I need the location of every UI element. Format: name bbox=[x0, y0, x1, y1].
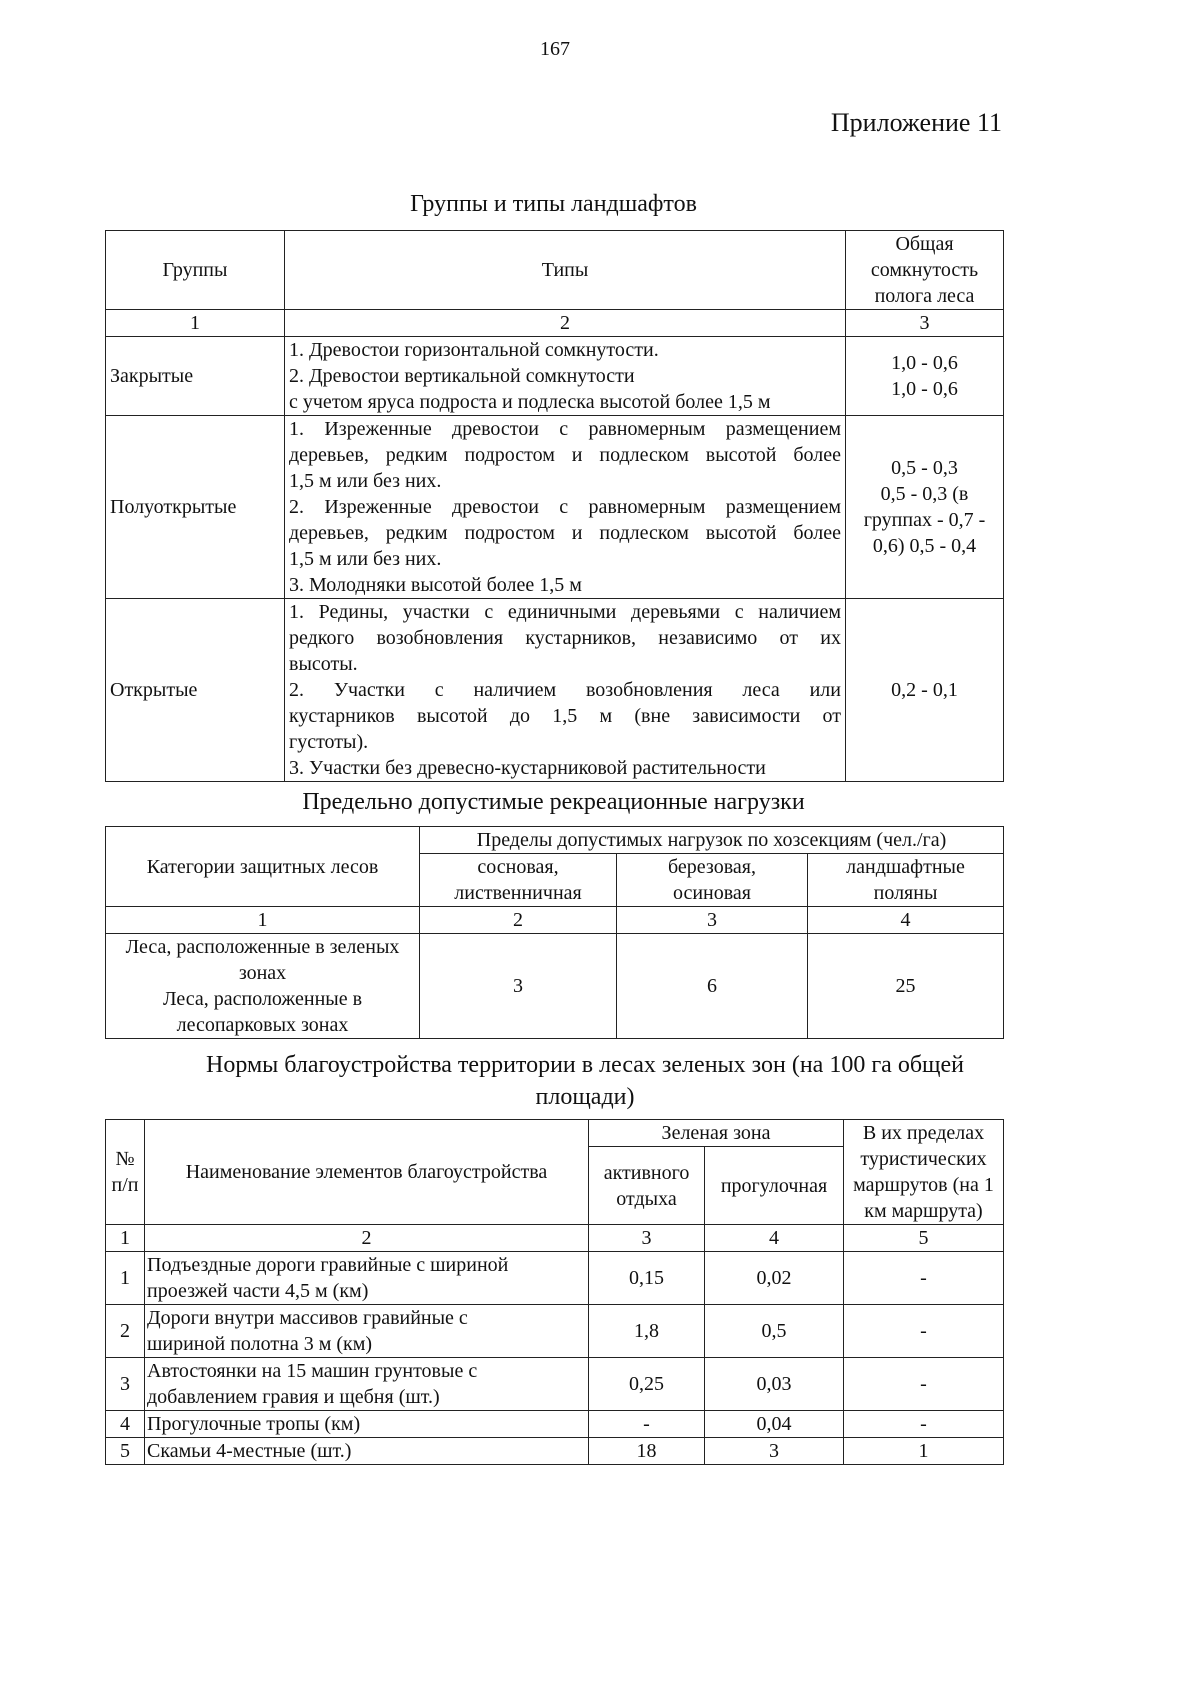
group-cell: Полуоткрытые bbox=[106, 416, 285, 599]
table-row bbox=[106, 1411, 1004, 1438]
row-number: 2 bbox=[106, 1305, 145, 1358]
header-tourist bbox=[844, 1120, 1004, 1225]
table2-title: Предельно допустимые рекреационные нагрузки bbox=[302, 789, 805, 815]
header-walking: прогулочная bbox=[705, 1147, 844, 1225]
type-line: 2. Участки с наличием возобновления леса или bbox=[289, 679, 841, 701]
tourist-cell: 1 bbox=[844, 1438, 1004, 1465]
col-number: 4 bbox=[808, 907, 1004, 934]
column-number-row bbox=[106, 907, 1004, 934]
header-line: ландшафтные bbox=[846, 856, 965, 878]
header-line: лиственничная bbox=[454, 882, 582, 904]
category-cell bbox=[106, 934, 420, 1039]
name-line: добавлением гравия и щебня (шт.) bbox=[147, 1386, 440, 1408]
type-line: деревьев, редким подростом и подлеском высотой более bbox=[289, 444, 841, 466]
walking-cell: 0,02 bbox=[705, 1252, 844, 1305]
density-cell bbox=[846, 337, 1004, 416]
density-line: 1,0 - 0,6 bbox=[891, 352, 958, 374]
density-line: 0,5 - 0,3 (в bbox=[880, 483, 969, 505]
table-header-row bbox=[106, 231, 1004, 310]
header-density bbox=[846, 231, 1004, 310]
density-line: 0,5 - 0,3 bbox=[891, 457, 958, 479]
col-number: 4 bbox=[705, 1225, 844, 1252]
name-cell: Прогулочные тропы (км) bbox=[145, 1411, 589, 1438]
walking-cell: 0,04 bbox=[705, 1411, 844, 1438]
table-header-row bbox=[106, 827, 1004, 854]
title-line: Нормы благоустройства территории в лесах зеленых зон (на 100 га общей bbox=[205, 1052, 965, 1078]
row-number: 5 bbox=[106, 1438, 145, 1465]
name-line: Автостоянки на 15 машин грунтовые с bbox=[147, 1360, 478, 1382]
col-number: 5 bbox=[844, 1225, 1004, 1252]
active-cell: 0,25 bbox=[589, 1358, 705, 1411]
header-pine bbox=[420, 854, 617, 907]
category-line: Леса, расположенные в bbox=[162, 988, 363, 1010]
header-line: туристических bbox=[860, 1148, 987, 1170]
type-line: высоты. bbox=[289, 653, 358, 675]
category-line: лесопарковых зонах bbox=[176, 1014, 349, 1036]
column-number-row bbox=[106, 1225, 1004, 1252]
value-cell: 3 bbox=[420, 934, 617, 1039]
row-number: 1 bbox=[106, 1252, 145, 1305]
walking-cell: 0,03 bbox=[705, 1358, 844, 1411]
type-line: 3. Участки без древесно-кустарниковой растительности bbox=[289, 757, 766, 779]
col-number: 1 bbox=[106, 310, 285, 337]
type-line: 2. Древостои вертикальной сомкнутости bbox=[289, 365, 635, 387]
table-row bbox=[106, 1358, 1004, 1411]
header-number bbox=[106, 1120, 145, 1225]
landscape-types-table bbox=[105, 230, 1004, 782]
header-active bbox=[589, 1147, 705, 1225]
type-line: деревьев, редким подростом и подлеском высотой более bbox=[289, 522, 841, 544]
active-cell: 18 bbox=[589, 1438, 705, 1465]
types-cell bbox=[285, 337, 846, 416]
header-line: км маршрута) bbox=[864, 1200, 983, 1222]
walking-cell: 3 bbox=[705, 1438, 844, 1465]
type-line: 2. Изреженные древостои с равномерным размещением bbox=[289, 496, 841, 518]
walking-cell: 0,5 bbox=[705, 1305, 844, 1358]
header-line: отдыха bbox=[616, 1187, 677, 1210]
type-line: 3. Молодняки высотой более 1,5 м bbox=[289, 574, 582, 596]
header-line: осиновая bbox=[672, 882, 752, 904]
table-row bbox=[106, 934, 1004, 1039]
types-cell bbox=[285, 416, 846, 599]
row-number: 3 bbox=[106, 1358, 145, 1411]
table-header-row bbox=[106, 1120, 1004, 1147]
density-line: группах - 0,7 - bbox=[863, 509, 986, 531]
header-line: активного bbox=[603, 1161, 690, 1184]
header-name: Наименование элементов благоустройства bbox=[145, 1120, 589, 1225]
name-cell bbox=[145, 1305, 589, 1358]
appendix-label: Приложение 11 bbox=[830, 108, 1002, 137]
density-line: 0,6) 0,5 - 0,4 bbox=[872, 535, 977, 557]
type-line: 1. Изреженные древостои с равномерным размещением bbox=[289, 418, 841, 440]
col-number: 2 bbox=[420, 907, 617, 934]
col-number: 3 bbox=[617, 907, 808, 934]
header-line: поляны bbox=[873, 882, 938, 904]
table-row bbox=[106, 1305, 1004, 1358]
col-number: 1 bbox=[106, 907, 420, 934]
density-line: 0,2 - 0,1 bbox=[891, 679, 958, 701]
table-row bbox=[106, 416, 1004, 599]
header-birch bbox=[617, 854, 808, 907]
table-row bbox=[106, 1438, 1004, 1465]
active-cell: - bbox=[589, 1411, 705, 1438]
header-glades bbox=[808, 854, 1004, 907]
type-line: 1. Древостои горизонтальной сомкнутости. bbox=[289, 339, 659, 361]
recreational-load-table bbox=[105, 826, 1004, 1039]
name-line: Подъездные дороги гравийные с шириной bbox=[147, 1254, 509, 1276]
header-line: полога леса bbox=[874, 285, 975, 307]
tourist-cell: - bbox=[844, 1252, 1004, 1305]
category-line: Леса, расположенные в зеленых bbox=[125, 936, 400, 958]
landscaping-norms-table bbox=[105, 1119, 1004, 1465]
header-line: березовая, bbox=[668, 856, 756, 878]
type-line: кустарников высотой до 1,5 м (вне зависимости от bbox=[289, 705, 841, 727]
col-number: 1 bbox=[106, 1225, 145, 1252]
active-cell: 0,15 bbox=[589, 1252, 705, 1305]
type-line: редкого возобновления кустарников, независимо от их bbox=[289, 627, 841, 649]
header-category: Категории защитных лесов bbox=[106, 827, 420, 907]
type-line: 1,5 м или без них. bbox=[289, 470, 442, 492]
page-number: 167 bbox=[540, 38, 570, 60]
type-line: 1,5 м или без них. bbox=[289, 548, 442, 570]
header-types: Типы bbox=[285, 231, 846, 310]
header-line: № bbox=[115, 1148, 135, 1170]
density-cell bbox=[846, 599, 1004, 782]
name-cell bbox=[145, 1252, 589, 1305]
header-line: сосновая, bbox=[477, 856, 559, 878]
column-number-row bbox=[106, 310, 1004, 337]
type-line: густоты). bbox=[289, 731, 369, 753]
density-cell bbox=[846, 416, 1004, 599]
name-line: шириной полотна 3 м (км) bbox=[147, 1333, 373, 1355]
header-line: маршрутов (на 1 bbox=[853, 1174, 994, 1196]
title-line: площади) bbox=[535, 1084, 635, 1110]
value-cell: 25 bbox=[808, 934, 1004, 1039]
header-line: п/п bbox=[111, 1174, 139, 1196]
type-line: 1. Редины, участки с единичными деревьями с наличием bbox=[289, 601, 841, 623]
value-cell: 6 bbox=[617, 934, 808, 1039]
header-line: Общая bbox=[895, 233, 954, 255]
name-line: Дороги внутри массивов гравийные с bbox=[147, 1307, 468, 1329]
col-number: 2 bbox=[285, 310, 846, 337]
header-groups: Группы bbox=[106, 231, 285, 310]
types-cell bbox=[285, 599, 846, 782]
table3-title bbox=[160, 1049, 1010, 1113]
density-line: 1,0 - 0,6 bbox=[891, 378, 958, 400]
table-row bbox=[106, 337, 1004, 416]
table-row bbox=[106, 1252, 1004, 1305]
header-green-zone: Зеленая зона bbox=[589, 1120, 844, 1147]
name-cell bbox=[145, 1358, 589, 1411]
category-line: зонах bbox=[238, 962, 287, 984]
tourist-cell: - bbox=[844, 1305, 1004, 1358]
table1-title: Группы и типы ландшафтов bbox=[410, 191, 697, 217]
active-cell: 1,8 bbox=[589, 1305, 705, 1358]
tourist-cell: - bbox=[844, 1411, 1004, 1438]
name-line: проезжей части 4,5 м (км) bbox=[147, 1280, 369, 1302]
col-number: 3 bbox=[589, 1225, 705, 1252]
row-number: 4 bbox=[106, 1411, 145, 1438]
table-row bbox=[106, 599, 1004, 782]
header-line: сомкнутость bbox=[870, 259, 979, 281]
group-cell: Открытые bbox=[106, 599, 285, 782]
col-number: 3 bbox=[846, 310, 1004, 337]
tourist-cell: - bbox=[844, 1358, 1004, 1411]
col-number: 2 bbox=[145, 1225, 589, 1252]
header-line: В их пределах bbox=[862, 1122, 985, 1144]
group-cell: Закрытые bbox=[106, 337, 285, 416]
name-cell: Скамьи 4-местные (шт.) bbox=[145, 1438, 589, 1465]
type-line: с учетом яруса подроста и подлеска высотой более 1,5 м bbox=[289, 391, 771, 413]
header-load-limits: Пределы допустимых нагрузок по хозсекциям (чел./га) bbox=[420, 827, 1004, 854]
